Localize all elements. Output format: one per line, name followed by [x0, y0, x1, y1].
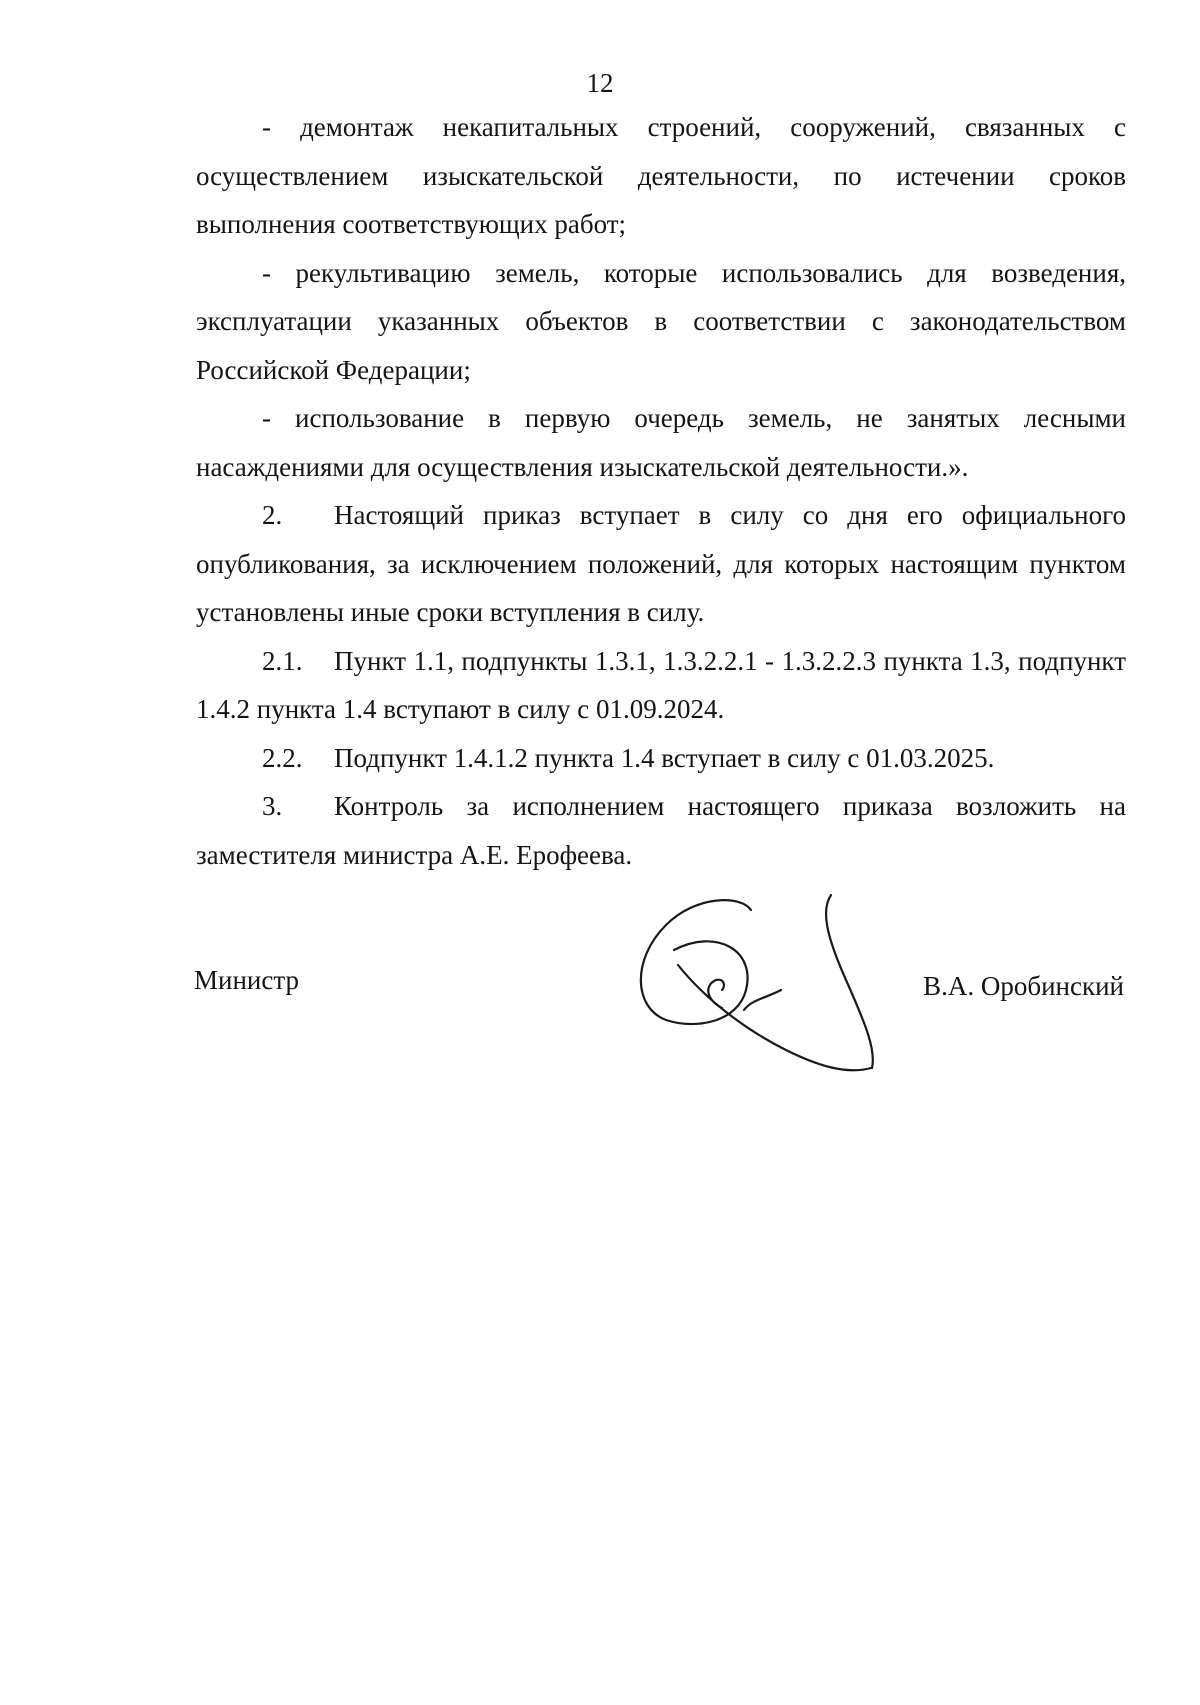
paragraph-2-number: 2. [262, 500, 283, 530]
paragraph-2-2-number: 2.2. [262, 742, 303, 773]
signature-small-hook [744, 990, 781, 1010]
paragraph-2-1 [196, 637, 1126, 734]
paragraph-3-text: Контроль за исполнением настоящего приказа возложить на заместителя министра А.Е. Ерофеева. [196, 791, 1126, 870]
paragraph-2-1-text: Пункт 1.1, подпункты 1.3.1, 1.3.2.2.1 - 1.3.2.2.3 пункта 1.3, подпункт 1.4.2 пункта 1.4 вступают в силу с 01.09.2024. [196, 645, 1126, 724]
paragraph-3 [196, 782, 1126, 879]
signatory-name: В.А. Оробинский [923, 971, 1124, 1001]
signature-cross-stroke [678, 965, 871, 1070]
paragraph-2-2 [196, 734, 1126, 783]
paragraph-2 [196, 491, 1126, 637]
paragraph-2-text: Настоящий приказ вступает в силу со дня его официального опубликования, за исключением положений, для которых настоящим пунктом установлены иные сроки вступления в силу. [196, 500, 1126, 627]
paragraph-recultivation: - рекультивацию земель, которые использовались для возведения, эксплуатации указанных объектов в соответствии с законодательством Российской Федерации; [196, 257, 1126, 385]
paragraph-2-2-text: Подпункт 1.4.1.2 пункта 1.4 вступает в силу с 01.03.2025. [334, 742, 995, 773]
paragraph-land-use: - использование в первую очередь земель, не занятых лесными насаждениями для осуществления изыскательской деятельности.». [196, 403, 1126, 482]
paragraph-dismantling: - демонтаж некапитальных строений, сооружений, связанных с осуществлением изыскательской деятельности, по истечении сроков выполнения соответствующих работ; [196, 112, 1126, 239]
signature-tail-stroke [826, 895, 873, 1068]
document-body [196, 103, 1126, 879]
handwritten-signature [626, 890, 916, 1090]
signature-inner-curl [708, 980, 724, 1008]
signatory-title: Министр [194, 965, 299, 995]
paragraph-3-number: 3. [262, 791, 283, 821]
paragraph-2-1-number: 2.1. [262, 645, 303, 676]
signature-block [0, 960, 1200, 1000]
page-number: 12 [586, 68, 614, 98]
signature-loop-stroke [641, 900, 751, 1024]
